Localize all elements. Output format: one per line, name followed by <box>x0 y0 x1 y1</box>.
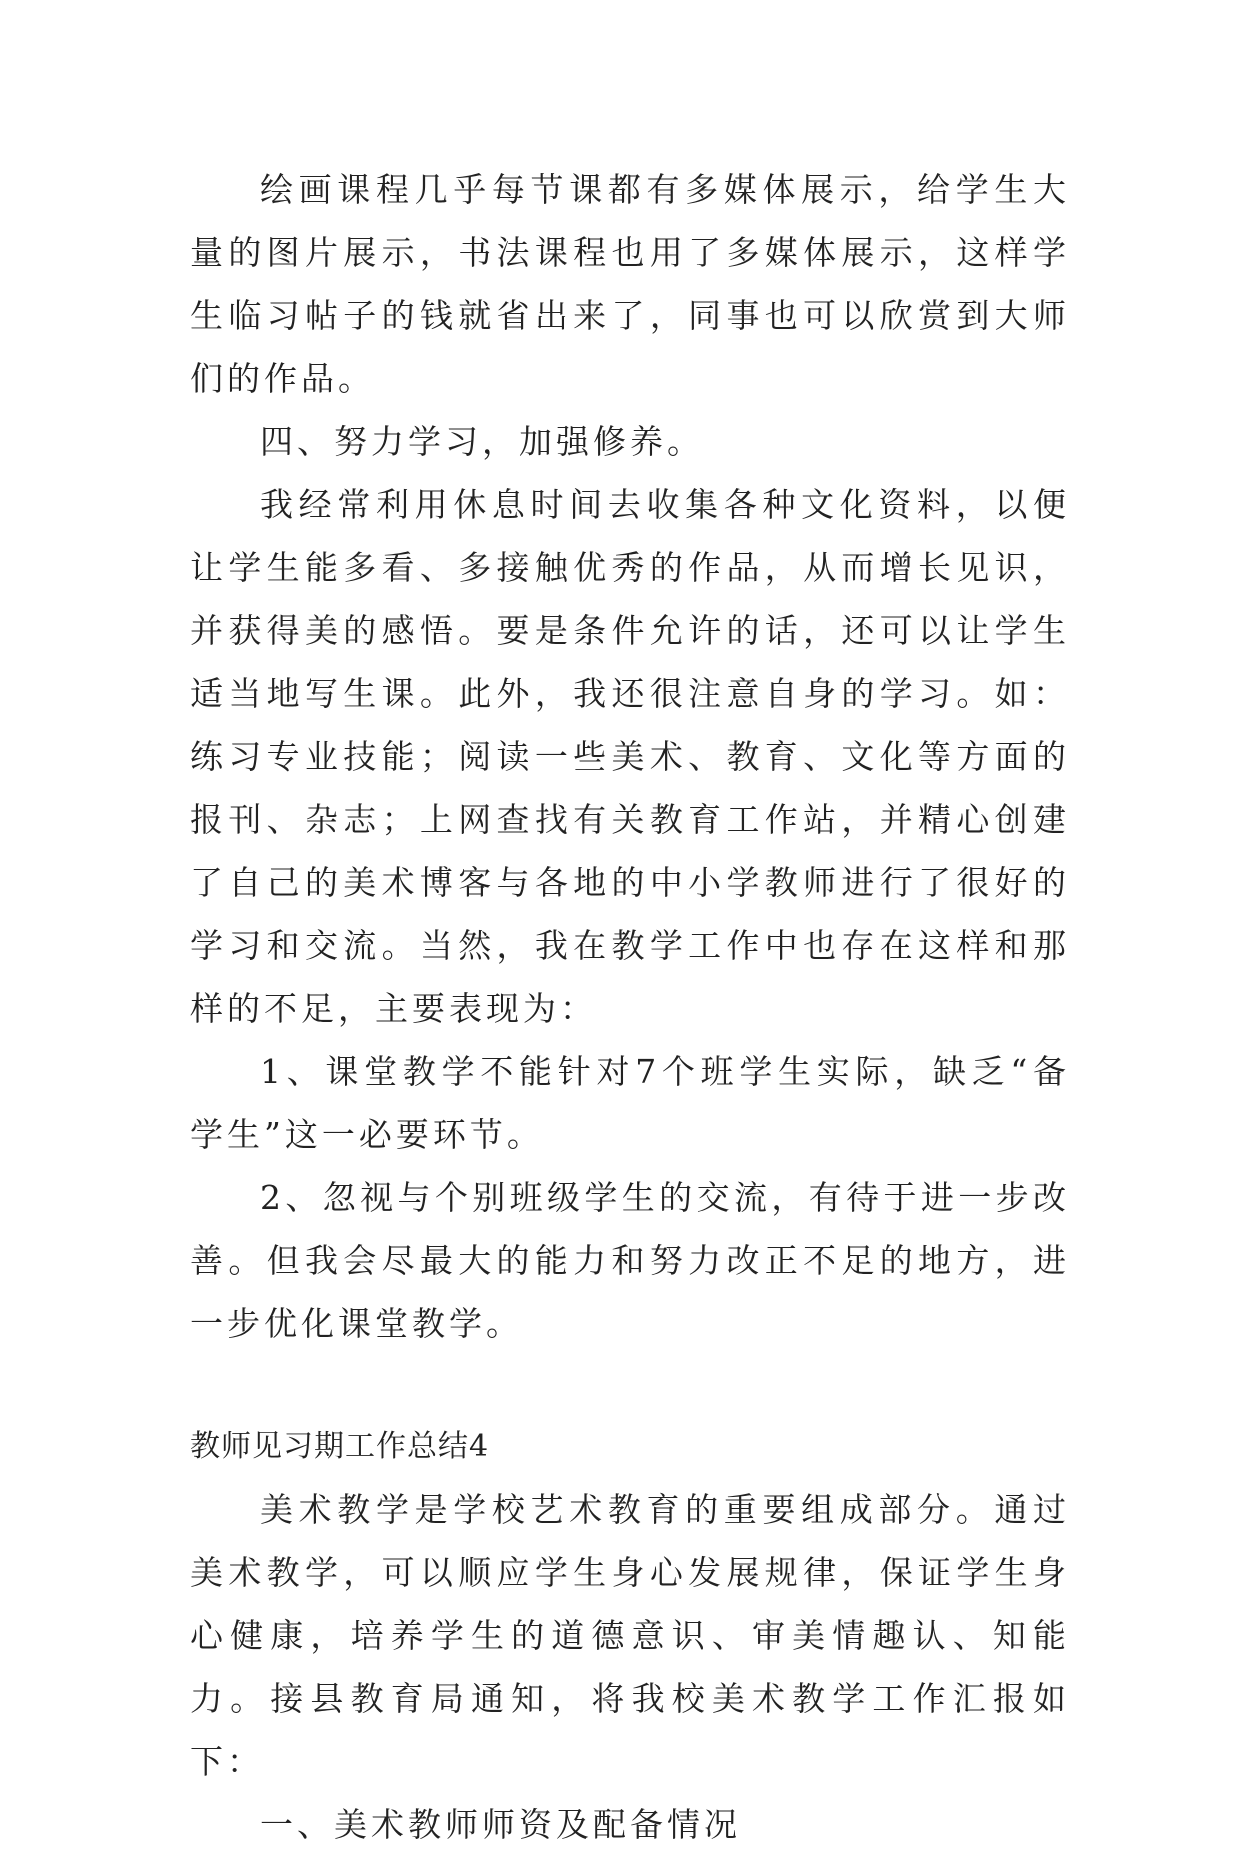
document-page <box>190 158 1070 1856</box>
section-title: 教师见习期工作总结4 <box>190 1429 490 1464</box>
paragraph-multimedia: 绘画课程几乎每节课都有多媒体展示，给学生大量的图片展示，书法课程也用了多媒体展示，这样学生临习帖子的钱就省出来了，同事也可以欣赏到大师们的作品。 <box>190 170 1070 398</box>
paragraph-self-study: 我经常利用休息时间去收集各种文化资料，以便让学生能多看、多接触优秀的作品，从而增长见识，并获得美的感悟。要是条件允许的话，还可以让学生适当地写生课。此外，我还很注意自身的学习。如：练习专业技能；阅读一些美术、教育、文化等方面的报刊、杂志；上网查找有关教育工作站，并精心创建了自己的美术博客与各地的中小学教师进行了很好的学习和交流。当然，我在教学工作中也存在这样和那样的不足，主要表现为： <box>190 485 1070 1028</box>
section-gap <box>190 1355 1070 1415</box>
subheading-teachers: 一、美术教师师资及配备情况 <box>260 1805 741 1844</box>
list-item-1: 1、课堂教学不能针对7个班学生实际，缺乏“备学生”这一必要环节。 <box>190 1052 1070 1154</box>
paragraph-art-teaching: 美术教学是学校艺术教育的重要组成部分。通过美术教学，可以顺应学生身心发展规律，保证学生身心健康，培养学生的道德意识、审美情趣认、知能力。接县教育局通知，将我校美术教学工作汇报如下： <box>190 1490 1070 1781</box>
list-item-2: 2、忽视与个别班级学生的交流，有待于进一步改善。但我会尽最大的能力和努力改正不足的地方，进一步优化课堂教学。 <box>190 1178 1070 1343</box>
subheading-study: 四、努力学习，加强修养。 <box>260 422 704 461</box>
